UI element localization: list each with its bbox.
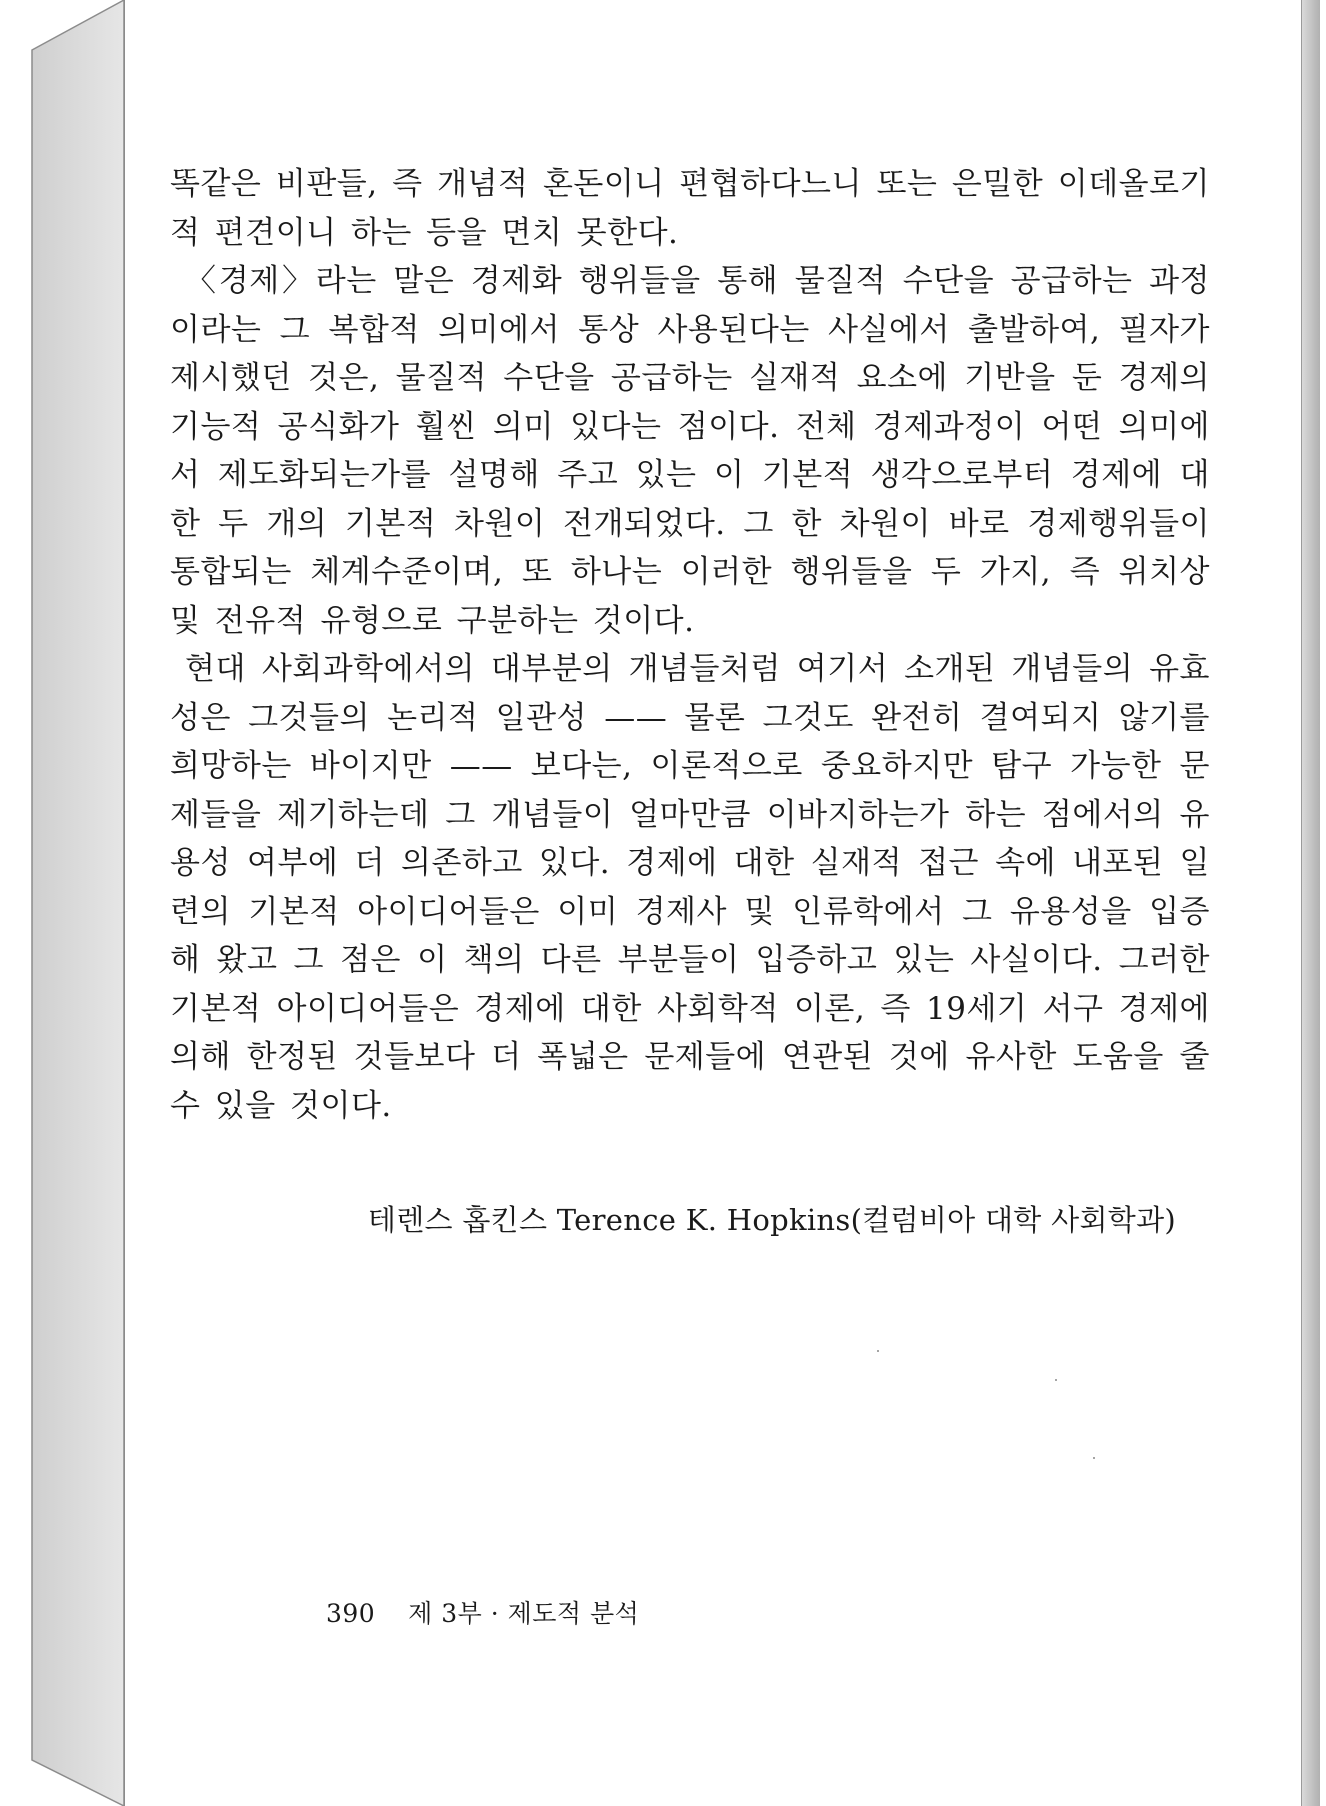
- section-title: 제 3부 · 제도적 분석: [408, 1599, 640, 1628]
- paragraph-1: 똑같은 비판들, 즉 개념적 혼돈이니 편협하다느니 또는 은밀한 이데올로기적 편견이니 하는 등을 면치 못한다.: [170, 166, 1210, 251]
- author-signature: 테렌스 홉킨스 Terence K. Hopkins(컬럼비아 대학 사회학과): [367, 1203, 1176, 1237]
- scan-speck: [1055, 1379, 1057, 1381]
- paragraph-2: 〈경제〉라는 말은 경제화 행위들을 통해 물질적 수단을 공급하는 과정이라는 그 복합적 의미에서 통상 사용된다는 사실에서 출발하여, 필자가 제시했던 것은, 물질적 수단을 공급하는 실재적 요소에 기반을 둔 경제의 기능적 공식화가 훨씬 의미 있다는 점이다. 전체 경제과정이 어떤 의미에서 제도화되는가를 설명해 주고 있는 이 기본적 생각으로부터 경제에 대한 두 개의 기본적 차원이 전개되었다. 그 한 차원이 바로 경제행위들이 통합되는 체계수준이며, 또 하나는 이러한 행위들을 두 가지, 즉 위치상 및 전유적 유형으로 구분하는 것이다.: [170, 263, 1210, 639]
- paragraph-3: 현대 사회과학에서의 대부분의 개념들처럼 여기서 소개된 개념들의 유효성은 그것들의 논리적 일관성 —— 물론 그것도 완전히 결여되지 않기를 희망하는 바이지만 —— 보다는, 이론적으로 중요하지만 탐구 가능한 문제들을 제기하는데 그 개념들이 얼마만큼 이바지하는가 하는 점에서의 유용성 여부에 더 의존하고 있다. 경제에 대한 실재적 접근 속에 내포된 일련의 기본적 아이디어들은 이미 경제사 및 인류학에서 그 유용성을 입증해 왔고 그 점은 이 책의 다른 부분들이 입증하고 있는 사실이다. 그러한 기본적 아이디어들은 경제에 대한 사회학적 이론, 즉 19세기 서구 경제에 의해 한정된 것들보다 더 폭넓은 문제들에 연관된 것에 유사한 도움을 줄 수 있을 것이다.: [170, 651, 1210, 1124]
- page-footer: [326, 1594, 639, 1630]
- page-right-edge: [1301, 0, 1320, 1806]
- scan-speck: [1093, 1457, 1095, 1459]
- page-number: 390: [326, 1599, 376, 1628]
- body-text: [170, 160, 1210, 1130]
- scan-speck: [877, 1350, 879, 1352]
